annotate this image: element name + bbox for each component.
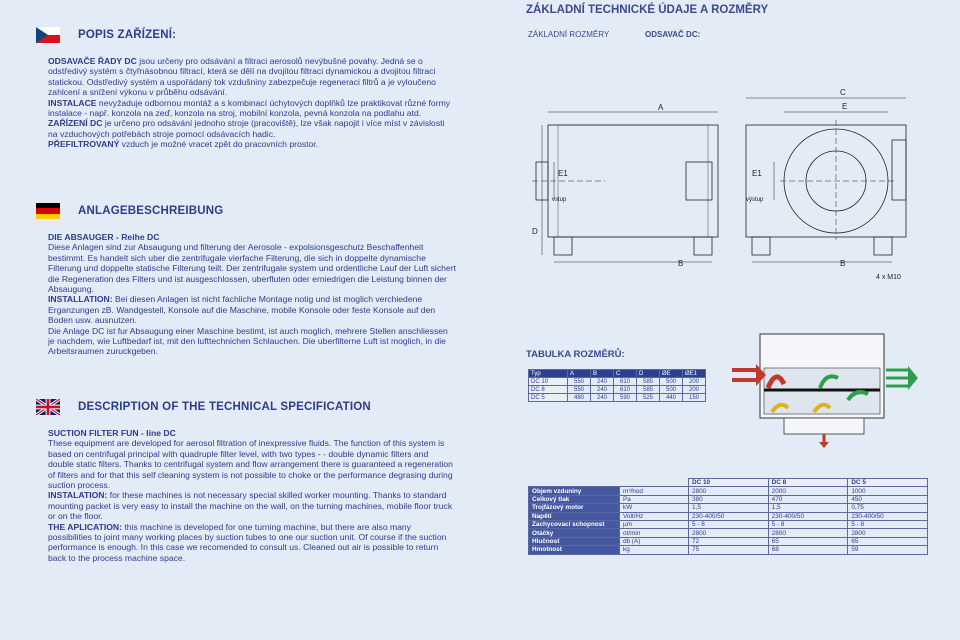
- table-cell: db (A): [620, 537, 689, 545]
- para-lead: ZAŘÍZENÍ DC: [48, 118, 103, 129]
- paragraph: je určeno pro odsávání jednoho stroje (pracoviště), lze však napojit i více míst v závislosti na vzduchových potřebách stroje pomocí odsávacích hadic.: [48, 118, 445, 139]
- table-cell: Trojfázový motor: [529, 504, 620, 512]
- label-bolts: 4 x M10: [876, 274, 901, 281]
- para-lead: INSTALACE: [48, 97, 97, 108]
- section-title: ANLAGEBESCHREIBUNG: [78, 205, 224, 217]
- paragraph: Diese Anlagen sind zur Absaugung und filterung der Aerosole - expolsionsgeschutz Beschaffenheit bestimmt. Es handelt sich uber die zentrifugale vierfache Filterung, die sich in doppelte dynamische Filterung und doppelte statische Filterung teilt. Der zentrifugale system und ordentliche Lauf der Luft sichert die Regeneration des Filters und ist ausgeschlossen, uberfluten oder erniedrigen die Leistung binnen der Absaugung.: [48, 242, 456, 295]
- dim-label-c: C: [840, 88, 846, 97]
- german-flag-icon: [36, 203, 60, 219]
- dim-label-a: A: [658, 103, 664, 112]
- table-cell: µm: [620, 520, 689, 528]
- table-cell: 65: [848, 537, 928, 545]
- table-cell: 240: [591, 378, 614, 386]
- table-cell: 2800: [689, 487, 769, 495]
- table-cell: 380: [689, 495, 769, 503]
- subtitle-dimensions: ZÁKLADNÍ ROZMĚRY: [528, 30, 610, 39]
- table-cell: Otáčky: [529, 529, 620, 537]
- side-view-foot-right: [874, 237, 892, 255]
- table-cell: 590: [614, 394, 637, 402]
- table-header: C: [614, 370, 637, 378]
- label-outlet: výstup: [746, 197, 764, 203]
- table-row: [529, 529, 928, 537]
- table-header-row: [529, 370, 706, 378]
- table-header-row: [529, 479, 928, 487]
- table-cell: 1,5: [689, 504, 769, 512]
- table-row: [529, 520, 928, 528]
- table-header: ØE1: [683, 370, 706, 378]
- table-cell: Volt/Hz: [620, 512, 689, 520]
- para-lead: ODSAVAČE ŘADY DC: [48, 56, 137, 66]
- table-header: DC 8: [768, 479, 848, 487]
- table-row: [529, 378, 706, 386]
- table-cell: 230-400/50: [689, 512, 769, 520]
- table-cell: Pa: [620, 495, 689, 503]
- table-cell: 59: [848, 546, 928, 554]
- paragraph: vzduch je možné vracet zpět do pracovních prostor.: [119, 139, 319, 150]
- paragraph: this machine is developed for one turning machine, but there are also many possibilities to joint many working places by suction tubes to one our suction unit. Of course if the suction performance is enough. In this case we recomended to consult us. Cleaned out air is possible to return back to the process machine space.: [48, 521, 447, 563]
- airflow-diagram: [728, 328, 928, 448]
- table-cell: 2800: [689, 529, 769, 537]
- table-cell: 5 - 8: [848, 520, 928, 528]
- front-view-foot-left: [554, 237, 572, 255]
- para-lead: INSTALLATION:: [48, 294, 113, 305]
- inlet-arrow-icon: [732, 370, 756, 380]
- drain-tray: [784, 418, 864, 434]
- table-header: Typ: [529, 370, 568, 378]
- table-cell: 200: [683, 386, 706, 394]
- table-cell: 230-400/50: [848, 512, 928, 520]
- table-row: [529, 495, 928, 503]
- section-czech: [36, 24, 456, 150]
- table-cell: DC 5: [529, 394, 568, 402]
- technical-drawing: [490, 0, 960, 300]
- table-cell: Celkový tlak: [529, 495, 620, 503]
- table-row: [529, 512, 928, 520]
- side-view-foot-left: [752, 237, 770, 255]
- table-cell: 550: [568, 386, 591, 394]
- table-cell: 240: [591, 394, 614, 402]
- section-german: [36, 200, 456, 357]
- table-header: DC 10: [689, 479, 769, 487]
- table-cell: 2000: [768, 487, 848, 495]
- table-header: ØE: [660, 370, 683, 378]
- table-cell: 200: [683, 378, 706, 386]
- dim-label-d: D: [532, 227, 538, 236]
- table-cell: 0,75: [848, 504, 928, 512]
- table-cell: 2800: [848, 529, 928, 537]
- table-row: [529, 487, 928, 495]
- table-header: D: [637, 370, 660, 378]
- table-cell: 480: [568, 394, 591, 402]
- para-lead: THE APLICATION:: [48, 521, 122, 532]
- section-text: [48, 428, 456, 563]
- table-cell: 75: [689, 546, 769, 554]
- table-header: B: [591, 370, 614, 378]
- table-cell: DC 8: [529, 386, 568, 394]
- table-row: [529, 386, 706, 394]
- dim-label-b: B: [678, 259, 684, 268]
- table-cell: 450: [848, 495, 928, 503]
- uk-flag-icon: [36, 399, 60, 415]
- table-cell: ot/min: [620, 529, 689, 537]
- table-title: TABULKA ROZMĚRŮ:: [526, 349, 625, 360]
- dim-label-b-side: B: [840, 259, 846, 268]
- section-text: [48, 232, 456, 357]
- table-cell: 2800: [768, 529, 848, 537]
- czech-flag-icon: [36, 27, 60, 43]
- table-cell: 440: [660, 394, 683, 402]
- table-cell: 585: [637, 378, 660, 386]
- table-row: [529, 537, 928, 545]
- side-view-motor: [892, 140, 906, 200]
- table-cell: 585: [637, 386, 660, 394]
- para-lead: PŘEFILTROVANÝ: [48, 139, 120, 150]
- paragraph: jsou určeny pro odsávání a filtraci aerosolů nevýbušné povahy. Jedná se o odstředivý systém s čtyřnásobnou filtrací, která se dělí na dvojitou filtraci dynamickou a dvojitou filtraci statickou. Odstředivý systém a uspořádaný tok vzdušniny zabezpečuje regeneraci filtrů a je vyloučeno zahlcení a snížení výkonu v průběhu odsávání.: [48, 56, 436, 98]
- table-cell: 150: [683, 394, 706, 402]
- subheading: DIE ABSAUGER - Reihe DC: [48, 232, 160, 242]
- table-cell: 525: [637, 394, 660, 402]
- table-cell: 500: [660, 378, 683, 386]
- table-header: [529, 479, 620, 487]
- dim-label-e1-side: E1: [752, 169, 762, 178]
- page-title: ZÁKLADNÍ TECHNICKÉ ÚDAJE A ROZMĚRY: [526, 4, 769, 16]
- table-cell: 470: [768, 495, 848, 503]
- table-cell: 550: [568, 378, 591, 386]
- table-cell: 5 - 8: [768, 520, 848, 528]
- drain-arrowhead-icon: [819, 442, 829, 448]
- table-header: DC 5: [848, 479, 928, 487]
- section-english: [36, 396, 456, 563]
- table-header: A: [568, 370, 591, 378]
- table-cell: 5 - 8: [689, 520, 769, 528]
- dim-label-e: E: [842, 102, 848, 111]
- table-cell: m³/hod: [620, 487, 689, 495]
- paragraph: These equipment are developed for aerosol filtration of inexpressive fluids. The function of this system is based on centrifugal principal with quadruple filter level, with two types - - double dynamic filters and double static filters. Thanks to centrifugal system and flow arrangement there is guaranteed a regeneration of filters and for that this self cleaning system is not possible to choke or the performance degrasing during suction process.: [48, 438, 453, 491]
- subtitle-model: ODSAVAČ DC:: [645, 30, 701, 39]
- table-row: [529, 504, 928, 512]
- section-title: POPIS ZAŘÍZENÍ:: [78, 29, 177, 41]
- paragraph: Bei diesen Anlagen ist nicht fachliche Montage notig und ist moglich verchiedene Erganzungen zB. Wandgestell, Konsole auf die Maschine, mobile Konsole oder feste Konsole auf den Boden usw. ausnutzen.: [48, 294, 436, 326]
- subheading: SUCTION FILTER FUN - line DC: [48, 428, 176, 438]
- dim-label-e1: E1: [558, 169, 568, 178]
- table-cell: 65: [768, 537, 848, 545]
- table-cell: 610: [614, 378, 637, 386]
- dimensions-table: [528, 369, 706, 402]
- table-cell: kg: [620, 546, 689, 554]
- table-cell: 68: [768, 546, 848, 554]
- table-cell: 1,5: [768, 504, 848, 512]
- paragraph: for these machines is not necessary special skilled worker mounting. Thanks to standard mounting packet is very easy to install the machine on the wall, on the turning machines, mobile floor truck or on the floor.: [48, 490, 453, 522]
- right-column: [490, 0, 960, 640]
- front-view-foot-right: [694, 237, 712, 255]
- table-cell: 72: [689, 537, 769, 545]
- table-cell: Zachycovací schopnost: [529, 520, 620, 528]
- section-title: DESCRIPTION OF THE TECHNICAL SPECIFICATION: [78, 401, 371, 413]
- outlet-arrow-icon: [886, 370, 908, 386]
- label-inlet: vstup: [552, 197, 567, 203]
- table-row: [529, 394, 706, 402]
- table-cell: Hmotnost: [529, 546, 620, 554]
- section-text: [48, 56, 456, 150]
- paragraph: Die Anlage DC ist fur Absaugung einer Maschine bestimt, ist auch moglich, mehrere Stellen anschliessen je nachdem, wie Luftbedarf ist, mit den lufttechnichen Schlauchen. Die uberfilterne Luft ist moglich, in die Arbeitsraumen zuruckgeben.: [48, 325, 448, 357]
- table-cell: DC 10: [529, 378, 568, 386]
- table-cell: 500: [660, 386, 683, 394]
- table-cell: 610: [614, 386, 637, 394]
- outlet-arrowhead-icon: [908, 366, 918, 390]
- table-cell: Hlučnost: [529, 537, 620, 545]
- table-cell: 230-400/50: [768, 512, 848, 520]
- table-cell: Napětí: [529, 512, 620, 520]
- para-lead: INSTALATION:: [48, 490, 108, 501]
- table-cell: kW: [620, 504, 689, 512]
- table-row: [529, 546, 928, 554]
- table-cell: Objem vzduniny: [529, 487, 620, 495]
- table-header: [620, 479, 689, 487]
- paragraph: nevyžaduje odbornou montáž a s kombinací úchytových doplňků lze praktikovat různé formy instalace - např. konzola na zeď, konzola na stroj, mobilní konzola, pevná konzola na podlahu atd.: [48, 97, 451, 119]
- table-cell: 1000: [848, 487, 928, 495]
- table-cell: 240: [591, 386, 614, 394]
- specs-table: [528, 478, 928, 555]
